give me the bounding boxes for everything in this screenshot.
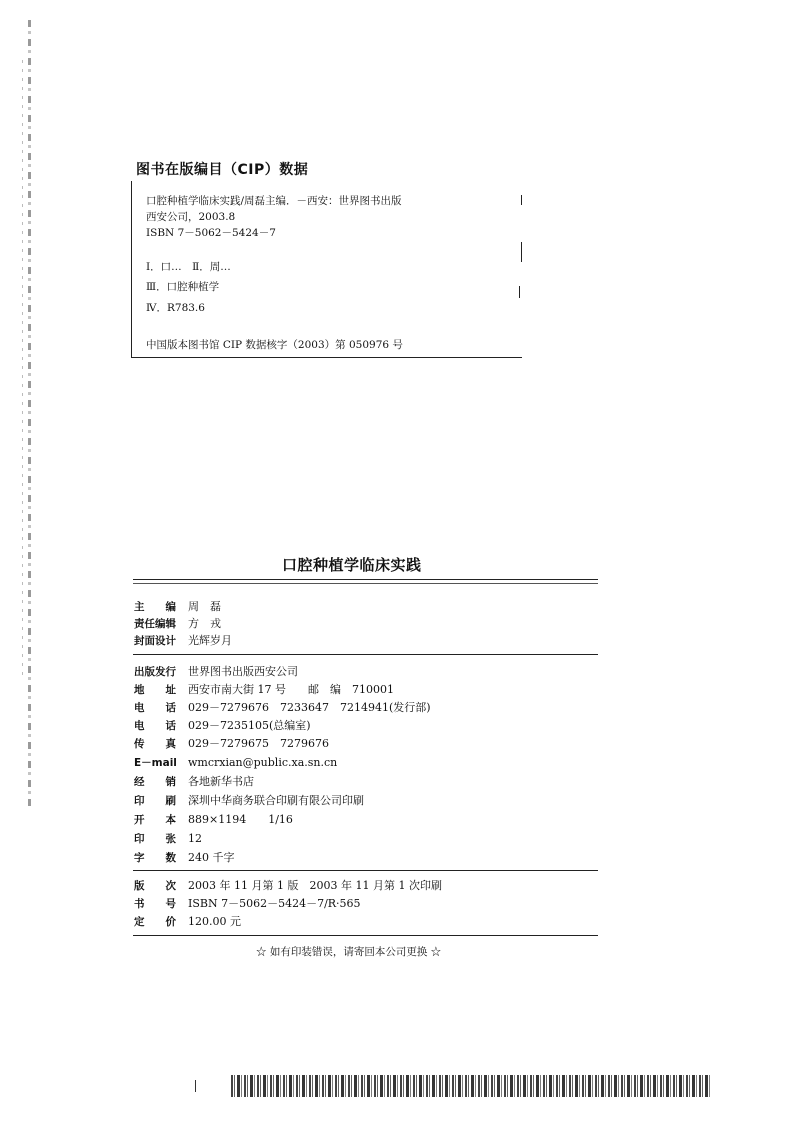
cip-line: Ⅲ．口腔种植学 [146, 281, 220, 293]
cip-box-border [519, 286, 520, 298]
publisher-row: 开 本 889×1194 1/16 [134, 813, 293, 826]
divider [133, 579, 598, 580]
publisher-row: E－mail wmcrxian@public.xa.sn.cn [134, 756, 338, 769]
book-title: 口腔种植学临床实践 [282, 556, 422, 574]
scan-edge-artifact [28, 20, 31, 810]
scan-edge-artifact [231, 1075, 711, 1097]
publisher-row: 印 张 12 [134, 832, 202, 845]
publisher-row: 电 话 029－7235105(总编室) [134, 719, 311, 732]
publisher-row: 出版发行 世界图书出版西安公司 [134, 665, 298, 678]
edition-row: 书 号 ISBN 7－5062－5424－7/R·565 [134, 897, 361, 910]
editor-row: 封面设计 光辉岁月 [134, 634, 232, 647]
edition-row: 版 次 2003 年 11 月第 1 版 2003 年 11 月第 1 次印刷 [134, 879, 442, 892]
publisher-row: 地 址 西安市南大街 17 号 邮 编 710001 [134, 683, 394, 696]
publisher-row: 字 数 240 千字 [134, 851, 235, 864]
publisher-row: 电 话 029－7279676 7233647 7214941(发行部) [134, 701, 431, 714]
cip-line: Ⅰ．口… Ⅱ．周… [146, 261, 231, 273]
edition-row: 定 价 120.00 元 [134, 915, 241, 928]
cip-line: 西安公司，2003.8 [146, 211, 236, 223]
divider [133, 935, 598, 936]
cip-box-border [521, 195, 522, 205]
publisher-row: 传 真 029－7279675 7279676 [134, 737, 329, 750]
cip-line: ISBN 7－5062－5424－7 [146, 227, 276, 239]
cip-heading: 图书在版编目（CIP）数据 [136, 162, 309, 178]
editor-row: 责任编辑 方 戎 [134, 617, 221, 630]
cip-record: 中国版本图书馆 CIP 数据核字（2003）第 050976 号 [146, 339, 403, 351]
cip-line: Ⅳ．R783.6 [146, 302, 205, 314]
scan-edge-artifact [195, 1080, 196, 1092]
divider [133, 870, 598, 871]
publisher-row: 经 销 各地新华书店 [134, 775, 254, 788]
divider [133, 654, 598, 655]
editor-row: 主 编 周 磊 [134, 600, 221, 613]
divider [133, 583, 598, 584]
publisher-row: 印 刷 深圳中华商务联合印刷有限公司印刷 [134, 794, 364, 807]
cip-box-border [131, 357, 522, 358]
cip-line: 口腔种植学临床实践/周磊主编．－西安：世界图书出版 [146, 195, 402, 207]
cip-box-border [521, 242, 522, 262]
misprint-notice: ☆ 如有印装错误，请寄回本公司更换 ☆ [256, 946, 442, 958]
scan-edge-artifact [22, 60, 23, 680]
